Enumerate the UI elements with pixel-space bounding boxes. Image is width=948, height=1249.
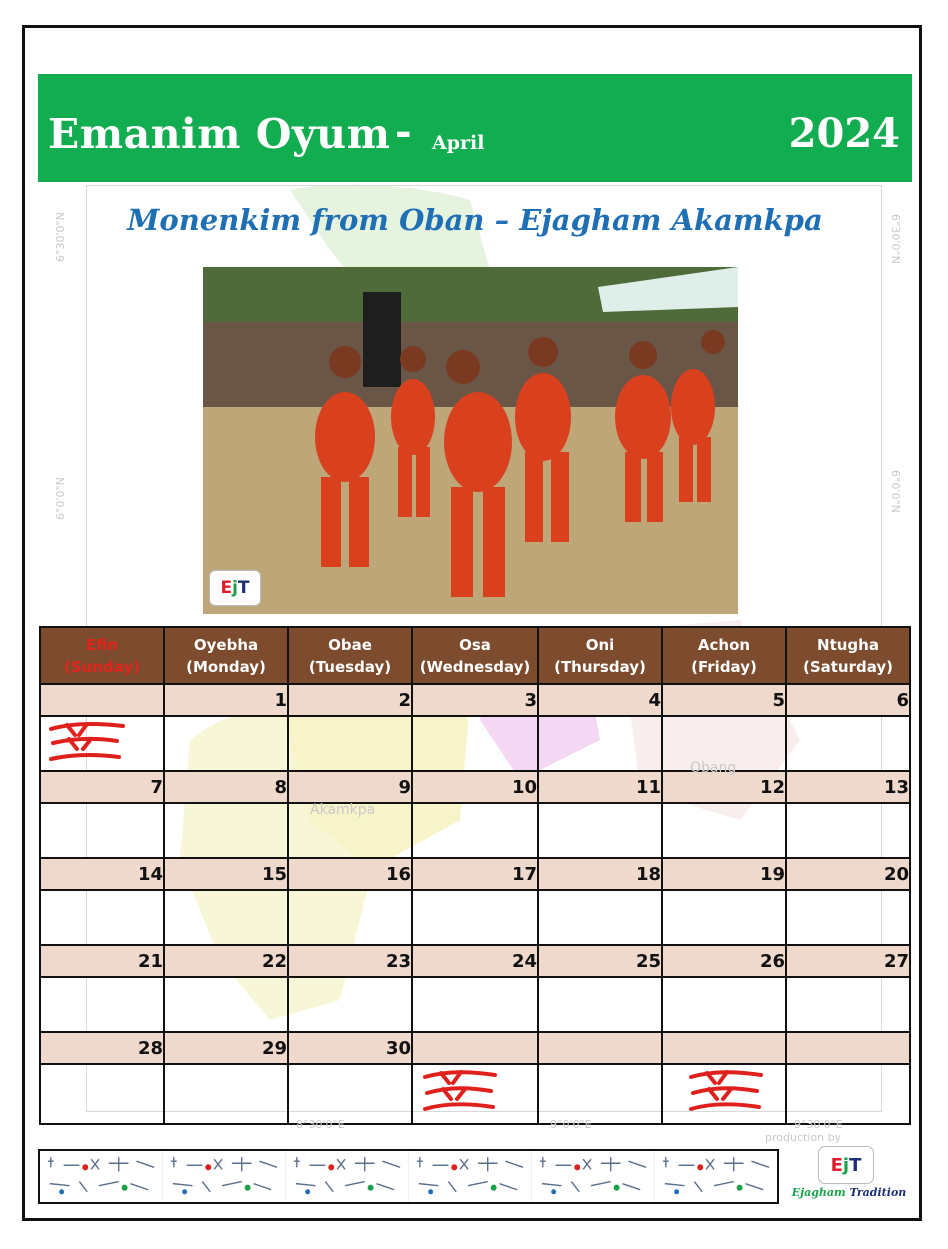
day-note-cell [662, 977, 786, 1032]
day-number: 14 [40, 858, 164, 890]
day-number: 8 [164, 771, 288, 803]
day-note-cell [662, 890, 786, 945]
day-note-cell [164, 716, 288, 771]
month-local-name: Emanim Oyum [48, 110, 391, 158]
day-note-cell [412, 803, 538, 858]
logo-letter-t: T [849, 1154, 862, 1176]
day-cell-empty [786, 1032, 910, 1064]
week-3-notes [40, 890, 910, 945]
day-number: 13 [786, 771, 910, 803]
day-number: 25 [538, 945, 662, 977]
day-note-cell [412, 1064, 538, 1124]
day-number: 20 [786, 858, 910, 890]
week-5-notes [40, 1064, 910, 1124]
day-cell-empty [662, 1032, 786, 1064]
day-note-cell [288, 1064, 412, 1124]
week-1-numbers [40, 684, 910, 716]
day-number: 24 [412, 945, 538, 977]
header-dash: - [395, 108, 412, 155]
day-note-cell [164, 1064, 288, 1124]
header-bar [38, 74, 912, 182]
calendar-grid [39, 626, 911, 1125]
day-note-cell [164, 890, 288, 945]
day-number: 29 [164, 1032, 288, 1064]
day-number: 7 [40, 771, 164, 803]
day-note-cell [538, 803, 662, 858]
day-note-cell [40, 977, 164, 1032]
day-note-cell [288, 977, 412, 1032]
day-note-cell [538, 977, 662, 1032]
day-number: 12 [662, 771, 786, 803]
day-number: 22 [164, 945, 288, 977]
weekday-header-wednesday: Osa (Wednesday) [412, 627, 538, 684]
day-cell-empty [412, 1032, 538, 1064]
map-coord-bottom-1: 8°30'0"E [296, 1118, 345, 1131]
day-number: 3 [412, 684, 538, 716]
day-number: 16 [288, 858, 412, 890]
nsibidi-symbols-icon [655, 1151, 777, 1202]
week-4-notes [40, 977, 910, 1032]
logo-caption-second: Tradition [849, 1186, 907, 1199]
logo-letter-j: j [232, 578, 238, 598]
map-coord-right-top: 6°30'0"N [889, 214, 902, 264]
nsibidi-mark-icon [419, 1069, 497, 1119]
day-note-cell [164, 977, 288, 1032]
day-number: 19 [662, 858, 786, 890]
logo-letter-e: E [220, 578, 233, 598]
day-note-cell [538, 1064, 662, 1124]
map-coord-left-top: 6°30'0"N [54, 212, 67, 262]
day-note-cell [538, 890, 662, 945]
week-5-numbers [40, 1032, 910, 1064]
logo-letter-j: j [842, 1154, 850, 1176]
logo-caption [786, 1186, 912, 1199]
weekday-header-saturday: Ntugha (Saturday) [786, 627, 910, 684]
day-number: 23 [288, 945, 412, 977]
day-note-cell [40, 1064, 164, 1124]
day-number: 26 [662, 945, 786, 977]
day-note-cell [412, 977, 538, 1032]
day-note-cell [40, 716, 164, 771]
weekday-header-thursday: Oni (Thursday) [538, 627, 662, 684]
day-note-cell [164, 803, 288, 858]
year: 2024 [788, 110, 900, 157]
nsibidi-symbols-icon [163, 1151, 286, 1202]
week-4-numbers [40, 945, 910, 977]
logo-letter-t: T [237, 578, 250, 598]
map-coord-bottom-2: 9°0'0"E [550, 1118, 592, 1131]
nsibidi-symbols-icon [409, 1151, 532, 1202]
day-number: 1 [164, 684, 288, 716]
day-cell-empty [538, 1032, 662, 1064]
day-note-cell [786, 716, 910, 771]
logo-letter-e: E [830, 1154, 843, 1176]
month-english-name: April [432, 132, 485, 154]
day-note-cell [412, 716, 538, 771]
nsibidi-symbols-icon [40, 1151, 163, 1202]
nsibidi-symbols-icon [532, 1151, 655, 1202]
nsibidi-mark-icon [47, 721, 125, 769]
day-number: 15 [164, 858, 288, 890]
day-note-cell [288, 716, 412, 771]
week-2-numbers [40, 771, 910, 803]
day-cell-empty [40, 684, 164, 716]
nsibidi-symbols-icon [286, 1151, 409, 1202]
map-label-akamkpa: Akamkpa [310, 802, 376, 818]
logo-caption-first: Ejagham [791, 1186, 846, 1199]
day-number: 27 [786, 945, 910, 977]
nsibidi-mark-icon [685, 1069, 763, 1119]
day-number: 17 [412, 858, 538, 890]
day-number: 18 [538, 858, 662, 890]
footer-symbol-strip [38, 1149, 779, 1204]
map-label-obang: Obang [690, 760, 737, 776]
day-note-cell [412, 890, 538, 945]
dancers-photo [203, 267, 738, 614]
day-note-cell [786, 977, 910, 1032]
week-3-numbers [40, 858, 910, 890]
weekday-header-row [40, 627, 910, 684]
day-number: 21 [40, 945, 164, 977]
day-number: 5 [662, 684, 786, 716]
map-coord-right-mid: 6°0'0"N [889, 470, 902, 513]
day-number: 6 [786, 684, 910, 716]
photo-caption: Monenkim from Oban – Ejagham Akamkpa [127, 203, 823, 237]
day-note-cell [786, 1064, 910, 1124]
weekday-header-tuesday: Obae (Tuesday) [288, 627, 412, 684]
day-note-cell [662, 803, 786, 858]
day-note-cell [40, 803, 164, 858]
day-number: 9 [288, 771, 412, 803]
ejagham-tradition-logo [818, 1146, 874, 1184]
week-1-notes [40, 716, 910, 771]
map-coord-bottom-3: 9°30'0"E [794, 1118, 843, 1131]
day-note-cell [786, 890, 910, 945]
day-note-cell [538, 716, 662, 771]
map-coord-left-mid: 6°0'0"N [54, 477, 67, 520]
photo-logo [209, 570, 261, 606]
day-number: 10 [412, 771, 538, 803]
weekday-header-sunday: Efin (Sunday) [40, 627, 164, 684]
day-note-cell [288, 890, 412, 945]
day-note-cell [40, 890, 164, 945]
map-credit: production by [765, 1131, 842, 1144]
day-number: 28 [40, 1032, 164, 1064]
weekday-header-monday: Oyebha (Monday) [164, 627, 288, 684]
weekday-header-friday: Achon (Friday) [662, 627, 786, 684]
day-note-cell [786, 803, 910, 858]
day-number: 2 [288, 684, 412, 716]
day-number: 4 [538, 684, 662, 716]
day-note-cell [662, 1064, 786, 1124]
week-2-notes [40, 803, 910, 858]
day-number: 30 [288, 1032, 412, 1064]
day-number: 11 [538, 771, 662, 803]
